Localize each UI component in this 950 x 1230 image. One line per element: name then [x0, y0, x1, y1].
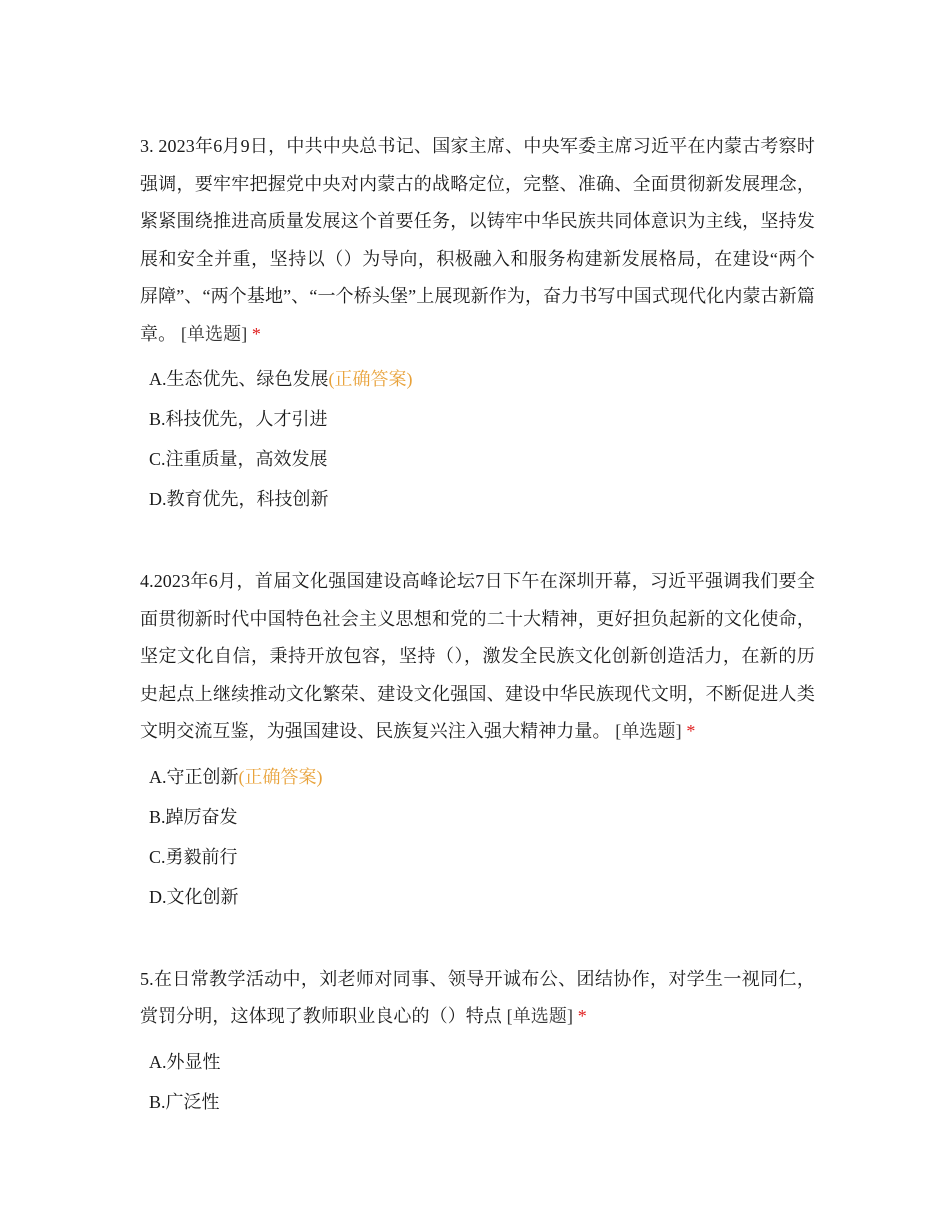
option-b[interactable]	[149, 797, 815, 837]
option-label: C.注重质量，高效发展	[149, 449, 328, 469]
option-d[interactable]	[149, 479, 815, 519]
option-a[interactable]	[149, 359, 815, 399]
question-3	[140, 128, 815, 519]
question-stem: 5.在日常教学活动中，刘老师对同事、领导开诚布公、团结协作，对学生一视同仁，赏罚分明，这体现了教师职业良心的（）特点	[140, 968, 815, 1026]
option-list	[149, 1042, 815, 1122]
option-label: D.教育优先，科技创新	[149, 489, 329, 509]
option-list	[149, 757, 815, 917]
option-label: A.生态优先、绿色发展	[149, 369, 329, 389]
required-mark: *	[577, 1006, 587, 1026]
question-type: [单选题]	[506, 1006, 574, 1026]
option-label: B.踔厉奋发	[149, 806, 238, 827]
option-label: C.勇毅前行	[149, 846, 238, 867]
option-a[interactable]	[149, 757, 815, 797]
option-label: B.广泛性	[149, 1091, 220, 1112]
correct-answer-tag: (正确答案)	[238, 766, 323, 787]
correct-answer-tag: (正确答案)	[328, 369, 413, 389]
option-label: B.科技优先，人才引进	[149, 409, 328, 429]
question-type: [单选题]	[615, 721, 682, 741]
option-list	[149, 359, 815, 519]
option-b[interactable]	[149, 399, 815, 439]
question-type: [单选题]	[180, 323, 248, 344]
question-text	[140, 961, 815, 1036]
required-mark: *	[251, 323, 262, 344]
required-mark: *	[686, 721, 696, 741]
question-stem: 4.2023年6月，首届文化强国建设高峰论坛7日下午在深圳开幕，习近平强调我们要全面贯彻新时代中国特色社会主义思想和党的二十大精神，更好担负起新的文化使命，坚定文化自信，秉持开放包容，坚持（），激发全民族文化创新创造活力，在新的历史起点上继续推动文化繁荣、建设文化强国、建设中华民族现代文明，不断促进人类文明交流互鉴，为强国建设、民族复兴注入强大精神力量。	[140, 571, 815, 741]
option-c[interactable]	[149, 439, 815, 479]
question-5	[140, 961, 815, 1122]
option-c[interactable]	[149, 837, 815, 877]
option-b[interactable]	[149, 1082, 815, 1122]
question-text	[140, 128, 815, 353]
question-stem: 3. 2023年6月9日，中共中央总书记、国家主席、中央军委主席习近平在内蒙古考察时强调，要牢牢把握党中央对内蒙古的战略定位，完整、准确、全面贯彻新发展理念，紧紧围绕推进高质量发展这个首要任务，以铸牢中华民族共同体意识为主线，坚持发展和安全并重，坚持以（）为导向，积极融入和服务构建新发展格局，在建设“两个屏障”、“两个基地”、“一个桥头堡”上展现新作为，奋力书写中国式现代化内蒙古新篇章。	[140, 136, 815, 344]
question-text	[140, 563, 815, 751]
option-label: A.外显性	[149, 1051, 221, 1072]
option-label: D.文化创新	[149, 886, 239, 907]
option-d[interactable]	[149, 877, 815, 917]
survey-page	[140, 128, 815, 1122]
option-label: A.守正创新	[149, 766, 239, 787]
question-4	[140, 563, 815, 917]
option-a[interactable]	[149, 1042, 815, 1082]
